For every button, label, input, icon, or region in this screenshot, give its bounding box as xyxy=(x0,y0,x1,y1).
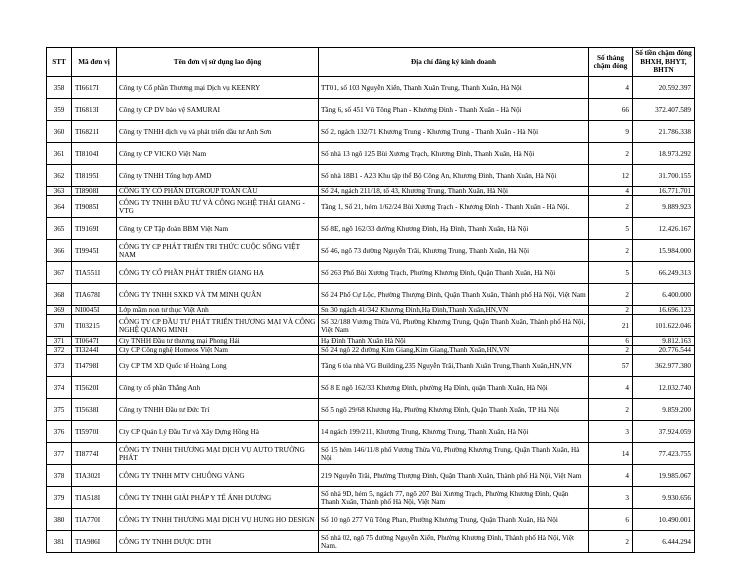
cell-so-tien: 372.407.589 xyxy=(633,99,695,121)
cell-ma-don-vi: TI03215 xyxy=(72,315,117,337)
cell-ten-don-vi: Công ty TNHH dịch vụ và phát triển dầu tư Anh Sơn xyxy=(117,121,319,143)
cell-ma-don-vi: TI9945I xyxy=(72,240,117,262)
cell-ten-don-vi: CÔNG TY TNHH SXKD VÀ TM MINH QUÂN xyxy=(117,284,319,306)
cell-ten-don-vi: Công ty CP DV bảo vệ SAMURAI xyxy=(117,99,319,121)
cell-so-thang: 21 xyxy=(589,315,633,337)
cell-so-tien: 101.622.046 xyxy=(633,315,695,337)
cell-ten-don-vi: CÔNG TY CP PHÁT TRIỂN TRI THỨC CUỘC SỐNG VIỆT NAM xyxy=(117,240,319,262)
header-stt: STT xyxy=(47,48,72,77)
cell-so-tien: 6.444.294 xyxy=(633,531,695,553)
cell-dia-chi: Số nhà 18B1 - A23 Khu tập thể Bộ Công An, Khương Đình, Thanh Xuân, Hà Nội xyxy=(319,165,589,187)
cell-so-tien: 362.977.380 xyxy=(633,355,695,377)
table-row xyxy=(47,346,695,355)
cell-stt: 378 xyxy=(47,465,72,487)
cell-stt: 361 xyxy=(47,143,72,165)
table-row xyxy=(47,187,695,196)
cell-so-thang: 9 xyxy=(589,121,633,143)
cell-dia-chi: Tầng 1, Số 21, hẻm 1/62/24 Bùi Xương Trạch - Khương Đình - Thanh Xuân - Hà Nội. xyxy=(319,196,589,218)
cell-dia-chi: Số 24 Phố Cự Lộc, Phường Thượng Đình, Quận Thanh Xuân, Thành phố Hà Nội, Việt Nam xyxy=(319,284,589,306)
cell-dia-chi: Số nhà 13 ngõ 125 Bùi Xương Trạch, Khương Đình, Thanh Xuân, Hà Nội xyxy=(319,143,589,165)
table-row xyxy=(47,121,695,143)
cell-so-thang: 2 xyxy=(589,196,633,218)
table-row xyxy=(47,240,695,262)
table-row xyxy=(47,77,695,99)
header-ten-don-vi: Tên đơn vị sử dụng lao động xyxy=(117,48,319,77)
cell-so-thang: 6 xyxy=(589,337,633,346)
cell-ten-don-vi: CÔNG TY CP ĐẦU TƯ PHÁT TRIỂN THƯƠNG MẠI VÀ CÔNG NGHỆ QUANG MINH xyxy=(117,315,319,337)
cell-so-tien: 31.700.155 xyxy=(633,165,695,187)
cell-so-thang: 2 xyxy=(589,531,633,553)
cell-stt: 373 xyxy=(47,355,72,377)
cell-so-thang: 2 xyxy=(589,143,633,165)
cell-stt: 359 xyxy=(47,99,72,121)
cell-ma-don-vi: TI9085I xyxy=(72,196,117,218)
cell-so-thang: 5 xyxy=(589,262,633,284)
cell-stt: 358 xyxy=(47,77,72,99)
cell-stt: 363 xyxy=(47,187,72,196)
cell-so-tien: 9.859.200 xyxy=(633,399,695,421)
cell-dia-chi: Số 2, ngách 132/71 Khương Trung - Khương Trung - Thanh Xuân - Hà Nội xyxy=(319,121,589,143)
debt-table xyxy=(46,47,695,553)
table-row xyxy=(47,196,695,218)
cell-so-thang: 2 xyxy=(589,306,633,315)
header-so-tien: Số tiền chậm đóng BHXH, BHYT, BHTN xyxy=(633,48,695,77)
table-row xyxy=(47,377,695,399)
cell-ma-don-vi: TI6821I xyxy=(72,121,117,143)
cell-ma-don-vi: TI0647I xyxy=(72,337,117,346)
cell-dia-chi: Số 24, ngách 211/18, tổ 43, Khương Trung, Thanh Xuân, Hà Nội xyxy=(319,187,589,196)
cell-dia-chi: Số 263 Phố Bùi Xương Trạch, Phường Khương Đình, Quận Thanh Xuân, Hà Nội xyxy=(319,262,589,284)
header-so-thang: Số tháng chậm đóng xyxy=(589,48,633,77)
cell-ma-don-vi: TI6617I xyxy=(72,77,117,99)
cell-ma-don-vi: TI8774I xyxy=(72,443,117,465)
cell-so-thang: 2 xyxy=(589,399,633,421)
cell-dia-chi: Hạ Đình Thanh Xuân Hà Nội xyxy=(319,337,589,346)
cell-so-tien: 12.426.167 xyxy=(633,218,695,240)
table-row xyxy=(47,421,695,443)
cell-so-tien: 77.423.755 xyxy=(633,443,695,465)
cell-ten-don-vi: CÔNG TY TNHH DƯỢC DTH xyxy=(117,531,319,553)
cell-ma-don-vi: TIA770I xyxy=(72,509,117,531)
cell-so-thang: 6 xyxy=(589,509,633,531)
cell-ma-don-vi: NI0045I xyxy=(72,306,117,315)
cell-stt: 381 xyxy=(47,531,72,553)
cell-so-tien: 6.400.000 xyxy=(633,284,695,306)
cell-stt: 370 xyxy=(47,315,72,337)
cell-ma-don-vi: TI6813I xyxy=(72,99,117,121)
header-ma-don-vi: Mã đơn vị xyxy=(72,48,117,77)
table-row xyxy=(47,306,695,315)
table-row xyxy=(47,218,695,240)
cell-stt: 380 xyxy=(47,509,72,531)
table-row xyxy=(47,531,695,553)
table-row xyxy=(47,465,695,487)
cell-so-tien: 20.592.397 xyxy=(633,77,695,99)
cell-so-tien: 15.984.000 xyxy=(633,240,695,262)
table-row xyxy=(47,143,695,165)
cell-stt: 369 xyxy=(47,306,72,315)
cell-dia-chi: Số nhà 02, ngõ 75 đường Nguyễn Xiển, Phường Khương Đình, Thành phố Hà Nội, Việt Nam. xyxy=(319,531,589,553)
cell-stt: 365 xyxy=(47,218,72,240)
cell-so-tien: 66.249.313 xyxy=(633,262,695,284)
cell-ma-don-vi: TIA986I xyxy=(72,531,117,553)
cell-ma-don-vi: TI8908I xyxy=(72,187,117,196)
cell-ten-don-vi: CÔNG TY CỔ PHẦN DTGROUP TOÀN CẦU xyxy=(117,187,319,196)
cell-so-thang: 66 xyxy=(589,99,633,121)
cell-stt: 375 xyxy=(47,399,72,421)
table-row xyxy=(47,337,695,346)
table-row xyxy=(47,355,695,377)
cell-dia-chi: Số 10 ngõ 277 Vũ Tông Phan, Phường Khương Trung, Quận Thanh Xuân, Hà Nội xyxy=(319,509,589,531)
cell-so-tien: 12.032.740 xyxy=(633,377,695,399)
cell-ma-don-vi: TI8104I xyxy=(72,143,117,165)
cell-dia-chi: Số 8 E ngõ 162/33 Khương Đình, phường Hạ Đình, quận Thanh Xuân, Hà Nội xyxy=(319,377,589,399)
cell-dia-chi: 14 ngách 199/211, Khương Trung, Khương Trung, Thanh Xuân, Hà Nội xyxy=(319,421,589,443)
cell-ten-don-vi: Cty CP Quản Lý Đầu Tư và Xây Dựng Hồng Hà xyxy=(117,421,319,443)
cell-so-tien: 16.771.701 xyxy=(633,187,695,196)
cell-ten-don-vi: CÔNG TY CỔ PHẦN PHÁT TRIỂN GIANG HẠ xyxy=(117,262,319,284)
cell-ten-don-vi: CÔNG TY TNHH MTV CHUÔNG VÀNG xyxy=(117,465,319,487)
cell-so-tien: 9.812.163 xyxy=(633,337,695,346)
cell-dia-chi: Số 8E, ngõ 162/33 đường Khương Đình, Hạ Đình, Thanh Xuân, Hà Nội xyxy=(319,218,589,240)
table-row xyxy=(47,443,695,465)
cell-dia-chi: Số 46, ngõ 73 đường Nguyễn Trãi, Khương Trung, Thanh Xuân, Hà Nội xyxy=(319,240,589,262)
cell-so-tien: 18.973.292 xyxy=(633,143,695,165)
cell-ma-don-vi: TIA518I xyxy=(72,487,117,509)
cell-ma-don-vi: TI3244I xyxy=(72,346,117,355)
cell-ma-don-vi: TI8195I xyxy=(72,165,117,187)
cell-so-tien: 21.786.338 xyxy=(633,121,695,143)
cell-so-tien: 16.696.123 xyxy=(633,306,695,315)
cell-so-tien: 9.930.656 xyxy=(633,487,695,509)
cell-stt: 372 xyxy=(47,346,72,355)
cell-ten-don-vi: CÔNG TY TNHH ĐẦU TƯ VÀ CÔNG NGHỆ THÁI GIANG - VTG xyxy=(117,196,319,218)
header-dia-chi: Địa chỉ đăng ký kinh doanh xyxy=(319,48,589,77)
cell-dia-chi: 219 Nguyễn Trãi, Phường Thượng Đình, Quận Thanh Xuân, Thành phố Hà Nội, Việt Nam xyxy=(319,465,589,487)
cell-dia-chi: Số 32/188 Vương Thừa Vũ, Phường Khương Trung, Quận Thanh Xuân, Thành phố Hà Nội, Việt Nam xyxy=(319,315,589,337)
header-row xyxy=(47,48,695,77)
cell-ten-don-vi: Công ty cổ phần Thắng Anh xyxy=(117,377,319,399)
cell-so-thang: 2 xyxy=(589,346,633,355)
cell-stt: 362 xyxy=(47,165,72,187)
cell-ten-don-vi: CÔNG TY TNHH THƯƠNG MẠI DỊCH VỤ AUTO TRƯỜNG PHÁT xyxy=(117,443,319,465)
cell-dia-chi: Số nhà 9D, hẻm 5, ngách 77, ngõ 207 Bùi Xương Trạch, Phường Khương Đình, Quận Thanh Xuân, Thành phố Hà Nội, Việt Nam xyxy=(319,487,589,509)
table-row xyxy=(47,262,695,284)
cell-ten-don-vi: Công ty Cổ phần Thương mại Dịch vụ KEENRY xyxy=(117,77,319,99)
cell-dia-chi: Tầng 6, số 451 Vũ Tông Phan - Khương Đình - Thanh Xuân - Hà Nội xyxy=(319,99,589,121)
cell-so-tien: 20.776.544 xyxy=(633,346,695,355)
cell-so-thang: 4 xyxy=(589,377,633,399)
table-row xyxy=(47,165,695,187)
cell-ten-don-vi: Cty CP Công nghệ Homeos Việt Nam xyxy=(117,346,319,355)
cell-so-thang: 4 xyxy=(589,77,633,99)
cell-so-tien: 10.490.001 xyxy=(633,509,695,531)
cell-so-thang: 57 xyxy=(589,355,633,377)
cell-so-thang: 4 xyxy=(589,465,633,487)
table-row xyxy=(47,315,695,337)
table-row xyxy=(47,399,695,421)
cell-so-thang: 2 xyxy=(589,240,633,262)
cell-so-tien: 9.889.923 xyxy=(633,196,695,218)
cell-stt: 379 xyxy=(47,487,72,509)
cell-dia-chi: Số 5 ngõ 29/68 Khương Hạ, Phường Khương Đình, Quận Thanh Xuân, TP Hà Nội xyxy=(319,399,589,421)
cell-stt: 366 xyxy=(47,240,72,262)
cell-so-tien: 19.985.067 xyxy=(633,465,695,487)
cell-stt: 377 xyxy=(47,443,72,465)
cell-ten-don-vi: Công ty TNHH Đầu tư Đức Trí xyxy=(117,399,319,421)
cell-so-tien: 37.924.059 xyxy=(633,421,695,443)
cell-so-thang: 14 xyxy=(589,443,633,465)
cell-ten-don-vi: Cty CP TM XD Quốc tế Hoàng Long xyxy=(117,355,319,377)
cell-so-thang: 5 xyxy=(589,218,633,240)
cell-ma-don-vi: TI5638I xyxy=(72,399,117,421)
table-row xyxy=(47,99,695,121)
cell-stt: 374 xyxy=(47,377,72,399)
cell-ma-don-vi: TI9169I xyxy=(72,218,117,240)
cell-ten-don-vi: Công ty CP Tập đoàn BBM Việt Nam xyxy=(117,218,319,240)
cell-ten-don-vi: Cty TNHH Đầu tư thương mại Phong Hải xyxy=(117,337,319,346)
cell-ten-don-vi: CÔNG TY TNHH GIẢI PHÁP Y TẾ ÁNH DƯƠNG xyxy=(117,487,319,509)
table-row xyxy=(47,487,695,509)
cell-stt: 376 xyxy=(47,421,72,443)
cell-stt: 371 xyxy=(47,337,72,346)
cell-stt: 360 xyxy=(47,121,72,143)
table-row xyxy=(47,509,695,531)
cell-dia-chi: Sn 30 ngách 41/342 Khương Đình,Hạ Đình,Thanh Xuân,HN,VN xyxy=(319,306,589,315)
cell-stt: 367 xyxy=(47,262,72,284)
cell-so-thang: 12 xyxy=(589,165,633,187)
cell-stt: 368 xyxy=(47,284,72,306)
cell-dia-chi: Tầng 6 tòa nhà VG Building,235 Nguyễn Trãi,Thanh Xuân Trung,Thanh Xuân,HN,VN xyxy=(319,355,589,377)
cell-ma-don-vi: TI5970I xyxy=(72,421,117,443)
cell-ma-don-vi: TIA678I xyxy=(72,284,117,306)
cell-ten-don-vi: CÔNG TY TNHH THƯƠNG MẠI DỊCH VỤ HUNG HO DESIGN xyxy=(117,509,319,531)
table-row xyxy=(47,284,695,306)
cell-ten-don-vi: Công ty TNHH Tổng hợp AMD xyxy=(117,165,319,187)
cell-ma-don-vi: TI5620I xyxy=(72,377,117,399)
cell-ma-don-vi: TIA302I xyxy=(72,465,117,487)
cell-ma-don-vi: TI4798I xyxy=(72,355,117,377)
cell-so-thang: 3 xyxy=(589,421,633,443)
cell-ma-don-vi: TIA551I xyxy=(72,262,117,284)
cell-ten-don-vi: Lớp mầm non tư thục Việt Anh xyxy=(117,306,319,315)
cell-so-thang: 2 xyxy=(589,284,633,306)
cell-dia-chi: Số 15 hẻm 146/11/8 phố Vương Thừa Vũ, Phường Khương Trung, Quận Thanh Xuân, Hà Nội xyxy=(319,443,589,465)
cell-stt: 364 xyxy=(47,196,72,218)
cell-so-thang: 4 xyxy=(589,187,633,196)
cell-dia-chi: Số 24 ngõ 22 đường Kim Giang,Kim Giang,Thanh Xuân,HN,VN xyxy=(319,346,589,355)
cell-ten-don-vi: Công ty CP VICKO Việt Nam xyxy=(117,143,319,165)
cell-so-thang: 3 xyxy=(589,487,633,509)
cell-dia-chi: TT01, số 103 Nguyễn Xiển, Thanh Xuân Trung, Thanh Xuân, Hà Nội xyxy=(319,77,589,99)
